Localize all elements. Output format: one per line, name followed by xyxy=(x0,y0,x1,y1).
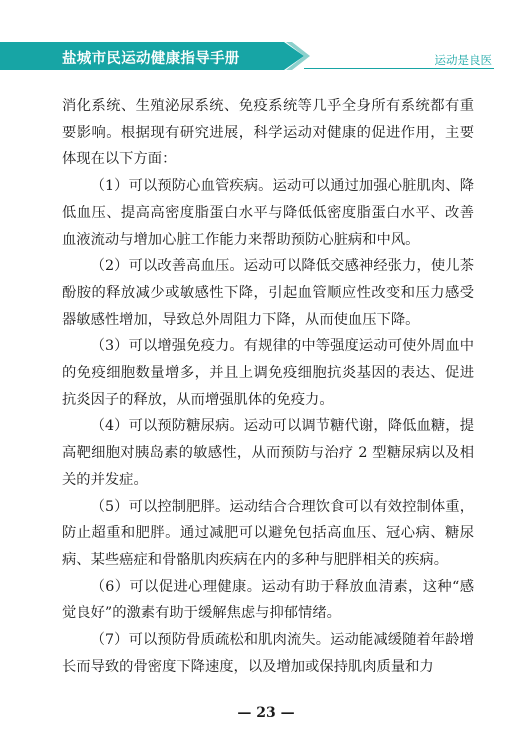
paragraph-item-1: （1）可以预防心血管疾病。运动可以通过加强心脏肌肉、降低血压、提高高密度脂蛋白水平与降低低密度脂蛋白水平、改善血液流动与增加心脏工作能力来帮助预防心脏病和中风。 xyxy=(62,178,474,248)
book-title: 盐城市民运动健康指导手册 xyxy=(62,51,240,67)
paragraph-item-3: （3）可以增强免疫力。有规律的中等强度运动可使外周血中的免疫细胞数量增多，并且上调免疫细胞抗炎基因的表达、促进抗炎因子的释放，从而增强肌体的免疫力。 xyxy=(62,338,474,408)
page-header xyxy=(0,0,532,80)
paragraph-item-7: （7）可以预防骨质疏松和肌肉流失。运动能减缓随着年龄增长而导致的骨密度下降速度，以及增加或保持肌肉质量和力 xyxy=(62,632,474,675)
header-rule xyxy=(304,68,494,69)
section-tagline: 运动是良医 xyxy=(434,53,492,67)
paragraph-item-5: （5）可以控制肥胖。运动结合合理饮食可以有效控制体重，防止超重和肥胖。通过减肥可以避免包括高血压、冠心病、糖尿病、某些癌症和骨骼肌肉疾病在内的多种与肥胖相关的疾病。 xyxy=(62,498,474,568)
page-number: — 23 — xyxy=(237,705,295,721)
paragraph-item-4: （4）可以预防糖尿病。运动可以调节糖代谢，降低血糖，提高靶细胞对胰岛素的敏感性，从而预防与治疗 2 型糖尿病以及相关的并发症。 xyxy=(62,418,474,488)
paragraph-item-2: （2）可以改善高血压。运动可以降低交感神经张力，使儿茶酚胺的释放减少或敏感性下降，引起血管顺应性改变和压力感受器敏感性增加，导致总外周阻力下降，从而使血压下降。 xyxy=(62,258,474,328)
body-text xyxy=(62,93,474,680)
paragraph-item-6: （6）可以促进心理健康。运动有助于释放血清素，这种“感觉良好”的激素有助于缓解焦虑与抑郁情绪。 xyxy=(62,578,474,622)
paragraph-intro: 消化系统、生殖泌尿系统、免疫系统等几乎全身所有系统都有重要影响。根据现有研究进展，科学运动对健康的促进作用，主要体现在以下方面： xyxy=(62,98,474,168)
